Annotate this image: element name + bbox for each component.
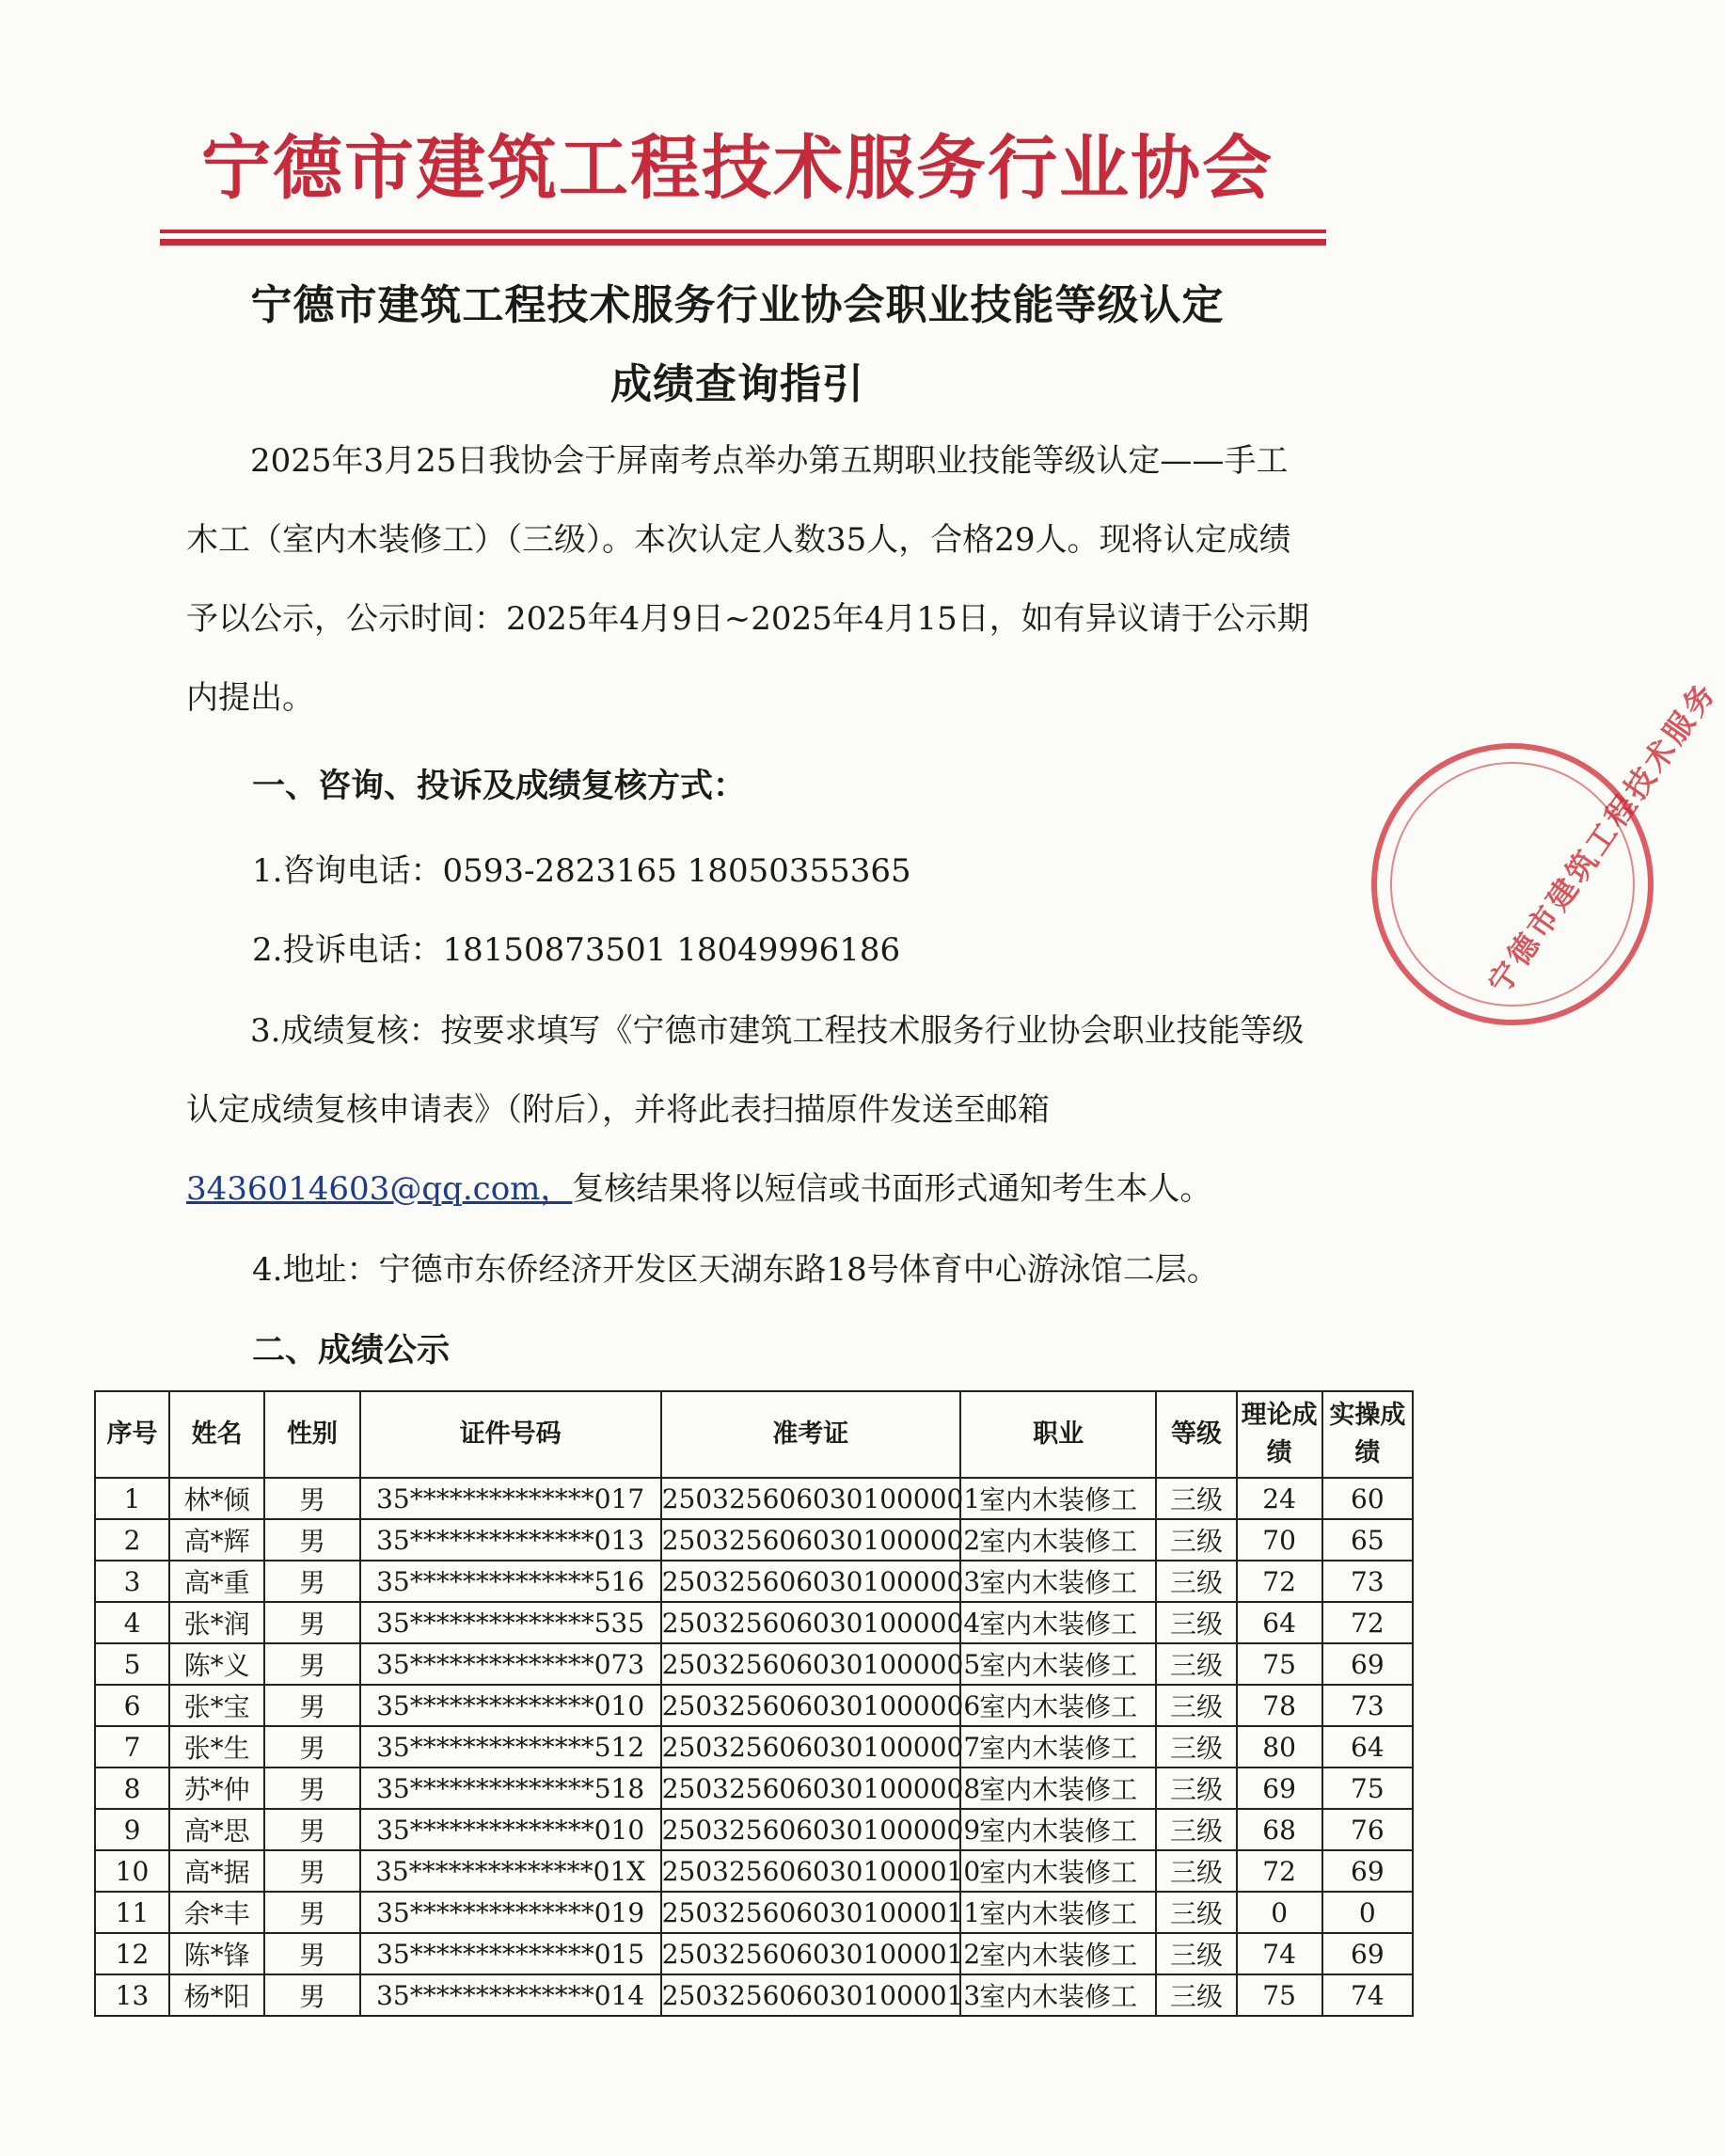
intro-text: 2025年3月25日我协会于屏南考点举办第五期职业技能等级认定——手工木工（室内木装修工）（三级）。本次认定人数35人，合格29人。现将认定成绩予以公示，公示时间：2025年4月9日~2025年4月15日，如有异议请于公示期内提出。	[186, 442, 1309, 717]
table-cell: 8	[95, 1768, 169, 1809]
letterhead-rule-thin	[160, 230, 1326, 233]
table-cell: 35**************512	[360, 1726, 661, 1768]
table-cell: 2503256060301000005	[661, 1643, 960, 1685]
table-cell: 三级	[1156, 1768, 1236, 1809]
table-cell: 林*倾	[169, 1478, 264, 1519]
table-cell: 男	[264, 1561, 359, 1602]
table-cell: 74	[1237, 1933, 1322, 1974]
table-cell: 2503256060301000010	[661, 1850, 960, 1892]
address: 4.地址：宁德市东侨经济开发区天湖东路18号体育中心游泳馆二层。	[252, 1251, 1219, 1289]
table-cell: 3	[95, 1561, 169, 1602]
column-header: 准考证	[661, 1391, 960, 1478]
table-cell: 杨*阳	[169, 1974, 264, 2016]
complaint-phone: 2.投诉电话：18150873501 18049996186	[252, 931, 901, 969]
table-row	[95, 1809, 1413, 1850]
table-cell: 64	[1237, 1602, 1322, 1643]
table-cell: 男	[264, 1809, 359, 1850]
table-cell: 室内木装修工	[960, 1685, 1157, 1726]
table-cell: 三级	[1156, 1478, 1236, 1519]
table-cell: 69	[1322, 1933, 1413, 1974]
table-cell: 69	[1322, 1850, 1413, 1892]
table-cell: 2503256060301000002	[661, 1519, 960, 1561]
column-header: 理论成绩	[1237, 1391, 1322, 1478]
table-cell: 三级	[1156, 1809, 1236, 1850]
table-cell: 35**************516	[360, 1561, 661, 1602]
doc-title-line2: 成绩查询指引	[610, 360, 864, 408]
column-header: 姓名	[169, 1391, 264, 1478]
table-cell: 2503256060301000003	[661, 1561, 960, 1602]
section1-heading: 一、咨询、投诉及成绩复核方式：	[252, 768, 747, 805]
table-cell: 64	[1322, 1726, 1413, 1768]
table-cell: 2	[95, 1519, 169, 1561]
table-cell: 11	[95, 1892, 169, 1933]
table-cell: 4	[95, 1602, 169, 1643]
official-seal	[1371, 674, 1724, 1025]
table-cell: 75	[1237, 1643, 1322, 1685]
table-cell: 室内木装修工	[960, 1561, 1157, 1602]
table-cell: 男	[264, 1933, 359, 1974]
table-cell: 6	[95, 1685, 169, 1726]
table-cell: 男	[264, 1685, 359, 1726]
table-row	[95, 1478, 1413, 1519]
table-cell: 2503256060301000013	[661, 1974, 960, 2016]
table-row	[95, 1850, 1413, 1892]
table-cell: 男	[264, 1768, 359, 1809]
table-cell: 张*宝	[169, 1685, 264, 1726]
table-cell: 24	[1237, 1478, 1322, 1519]
table-row	[95, 1643, 1413, 1685]
table-cell: 72	[1322, 1602, 1413, 1643]
table-cell: 72	[1237, 1850, 1322, 1892]
table-cell: 三级	[1156, 1602, 1236, 1643]
table-cell: 35**************014	[360, 1974, 661, 2016]
table-body	[95, 1478, 1413, 2016]
table-cell: 男	[264, 1478, 359, 1519]
org-letterhead: 宁德市建筑工程技术服务行业协会	[201, 128, 1274, 209]
table-cell: 三级	[1156, 1643, 1236, 1685]
table-cell: 三级	[1156, 1561, 1236, 1602]
table-cell: 高*据	[169, 1850, 264, 1892]
table-cell: 1	[95, 1478, 169, 1519]
table-row	[95, 1602, 1413, 1643]
table-cell: 2503256060301000006	[661, 1685, 960, 1726]
table-cell: 室内木装修工	[960, 1809, 1157, 1850]
table-row	[95, 1974, 1413, 2016]
table-cell: 男	[264, 1519, 359, 1561]
table-cell: 陈*锋	[169, 1933, 264, 1974]
table-cell: 三级	[1156, 1850, 1236, 1892]
table-cell: 5	[95, 1643, 169, 1685]
table-cell: 室内木装修工	[960, 1519, 1157, 1561]
table-row	[95, 1933, 1413, 1974]
table-cell: 2503256060301000004	[661, 1602, 960, 1643]
table-cell: 13	[95, 1974, 169, 2016]
doc-title-line1: 宁德市建筑工程技术服务行业协会职业技能等级认定	[250, 281, 1225, 329]
table-cell: 2503256060301000008	[661, 1768, 960, 1809]
table-cell: 35**************518	[360, 1768, 661, 1809]
table-cell: 74	[1322, 1974, 1413, 2016]
table-cell: 室内木装修工	[960, 1974, 1157, 2016]
table-cell: 室内木装修工	[960, 1643, 1157, 1685]
table-cell: 三级	[1156, 1974, 1236, 2016]
table-cell: 男	[264, 1726, 359, 1768]
column-header: 等级	[1156, 1391, 1236, 1478]
table-cell: 张*生	[169, 1726, 264, 1768]
table-cell: 35**************073	[360, 1643, 661, 1685]
table-cell: 78	[1237, 1685, 1322, 1726]
column-header: 性别	[264, 1391, 359, 1478]
table-cell: 三级	[1156, 1726, 1236, 1768]
table-cell: 室内木装修工	[960, 1933, 1157, 1974]
table-cell: 2503256060301000012	[661, 1933, 960, 1974]
table-cell: 35**************015	[360, 1933, 661, 1974]
table-cell: 高*辉	[169, 1519, 264, 1561]
table-cell: 张*润	[169, 1602, 264, 1643]
table-cell: 35**************01X	[360, 1850, 661, 1892]
consult-phone: 1.咨询电话：0593-2823165 18050355365	[252, 852, 911, 890]
table-cell: 73	[1322, 1685, 1413, 1726]
table-cell: 男	[264, 1602, 359, 1643]
table-cell: 35**************010	[360, 1685, 661, 1726]
table-cell: 35**************017	[360, 1478, 661, 1519]
table-cell: 80	[1237, 1726, 1322, 1768]
table-cell: 三级	[1156, 1519, 1236, 1561]
table-cell: 75	[1322, 1768, 1413, 1809]
table-cell: 室内木装修工	[960, 1726, 1157, 1768]
table-row	[95, 1892, 1413, 1933]
table-cell: 73	[1322, 1561, 1413, 1602]
table-cell: 2503256060301000011	[661, 1892, 960, 1933]
table-cell: 男	[264, 1643, 359, 1685]
table-cell: 0	[1322, 1892, 1413, 1933]
table-cell: 35**************535	[360, 1602, 661, 1643]
table-header-row	[95, 1391, 1413, 1478]
column-header: 序号	[95, 1391, 169, 1478]
table-cell: 男	[264, 1850, 359, 1892]
review-text	[186, 991, 1315, 1229]
table-cell: 男	[264, 1892, 359, 1933]
table-cell: 室内木装修工	[960, 1850, 1157, 1892]
table-row	[95, 1561, 1413, 1602]
table-cell: 室内木装修工	[960, 1892, 1157, 1933]
table-cell: 69	[1237, 1768, 1322, 1809]
table-cell: 68	[1237, 1809, 1322, 1850]
column-header: 实操成绩	[1322, 1391, 1413, 1478]
review-paragraph	[186, 991, 1315, 1229]
table-cell: 65	[1322, 1519, 1413, 1561]
review-tail: 复核结果将以短信或书面形式通知考生本人。	[572, 1170, 1212, 1208]
section2-heading: 二、成绩公示	[252, 1332, 451, 1370]
letterhead-rule-thick	[160, 239, 1326, 246]
table-cell: 室内木装修工	[960, 1602, 1157, 1643]
column-header: 证件号码	[360, 1391, 661, 1478]
table-cell: 陈*义	[169, 1643, 264, 1685]
table-cell: 10	[95, 1850, 169, 1892]
table-cell: 7	[95, 1726, 169, 1768]
table-cell: 9	[95, 1809, 169, 1850]
table-cell: 苏*仲	[169, 1768, 264, 1809]
table-cell: 室内木装修工	[960, 1478, 1157, 1519]
table-cell: 60	[1322, 1478, 1413, 1519]
review-email-link[interactable]: 3436014603@qq.com，	[186, 1170, 573, 1208]
column-header: 职业	[960, 1391, 1157, 1478]
table-cell: 2503256060301000007	[661, 1726, 960, 1768]
table-cell: 高*思	[169, 1809, 264, 1850]
table-cell: 75	[1237, 1974, 1322, 2016]
intro-paragraph	[186, 421, 1315, 737]
table-cell: 70	[1237, 1519, 1322, 1561]
table-cell: 男	[264, 1974, 359, 2016]
table-cell: 12	[95, 1933, 169, 1974]
table-cell: 三级	[1156, 1933, 1236, 1974]
table-cell: 余*丰	[169, 1892, 264, 1933]
table-cell: 室内木装修工	[960, 1768, 1157, 1809]
seal-text: 宁德市建筑工程技术服务	[1480, 674, 1724, 1001]
table-row	[95, 1726, 1413, 1768]
table-cell: 69	[1322, 1643, 1413, 1685]
table-cell: 35**************013	[360, 1519, 661, 1561]
table-cell: 72	[1237, 1561, 1322, 1602]
table-cell: 35**************010	[360, 1809, 661, 1850]
table-cell: 35**************019	[360, 1892, 661, 1933]
table-row	[95, 1519, 1413, 1561]
table-cell: 三级	[1156, 1892, 1236, 1933]
table-cell: 250325606030100000​1	[661, 1478, 960, 1519]
table-cell: 76	[1322, 1809, 1413, 1850]
table-cell: 0	[1237, 1892, 1322, 1933]
table-row	[95, 1685, 1413, 1726]
table-row	[95, 1768, 1413, 1809]
table-cell: 2503256060301000009	[661, 1809, 960, 1850]
table-cell: 高*重	[169, 1561, 264, 1602]
score-table	[94, 1390, 1414, 2017]
table-cell: 三级	[1156, 1685, 1236, 1726]
review-instructions: 3.成绩复核：按要求填写《宁德市建筑工程技术服务行业协会职业技能等级认定成绩复核申请表》（附后），并将此表扫描原件发送至邮箱	[186, 1012, 1305, 1129]
